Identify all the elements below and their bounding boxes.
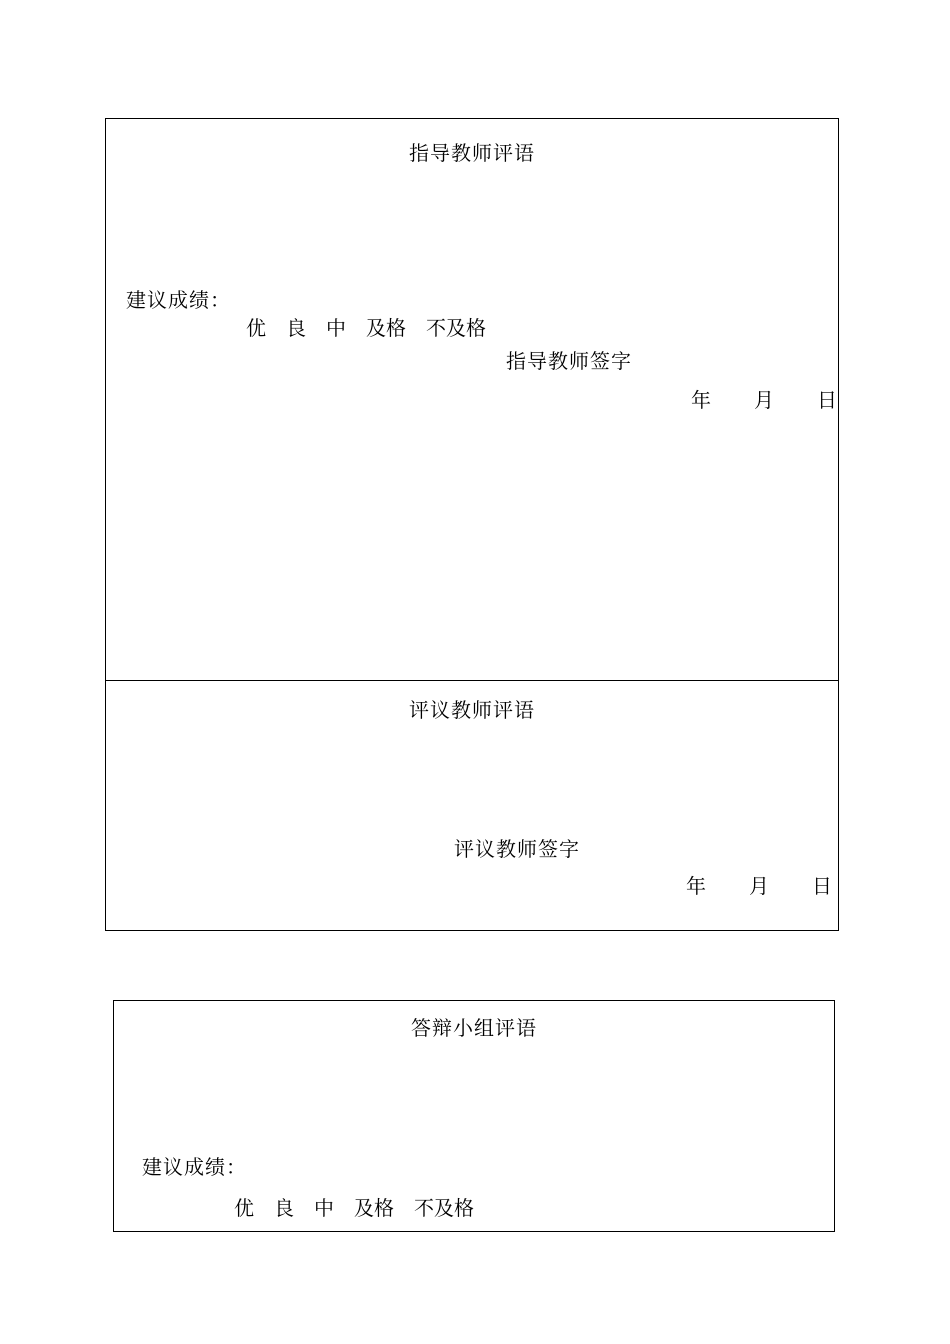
defense-group-table	[113, 1000, 835, 1232]
advisor-date-line: 年 月 日	[691, 390, 838, 412]
defense-grade-label: 建议成绩：	[142, 1157, 247, 1179]
advisor-comment-cell	[106, 119, 838, 681]
reviewer-section-heading: 评议教师评语	[409, 700, 535, 722]
defense-comment-cell	[114, 1001, 834, 1231]
advisor-grade-options: 优 良 中 及格 不及格	[246, 318, 486, 340]
advisor-reviewer-table	[105, 118, 839, 931]
defense-section-heading: 答辩小组评语	[411, 1018, 537, 1040]
reviewer-comment-cell	[106, 681, 838, 930]
reviewer-signature-label: 评议教师签字	[454, 839, 580, 861]
reviewer-date-line: 年 月 日	[686, 876, 833, 898]
advisor-section-heading: 指导教师评语	[409, 143, 535, 165]
defense-grade-options: 优 良 中 及格 不及格	[234, 1198, 474, 1220]
advisor-signature-label: 指导教师签字	[506, 351, 632, 373]
advisor-grade-label: 建议成绩：	[126, 290, 231, 312]
